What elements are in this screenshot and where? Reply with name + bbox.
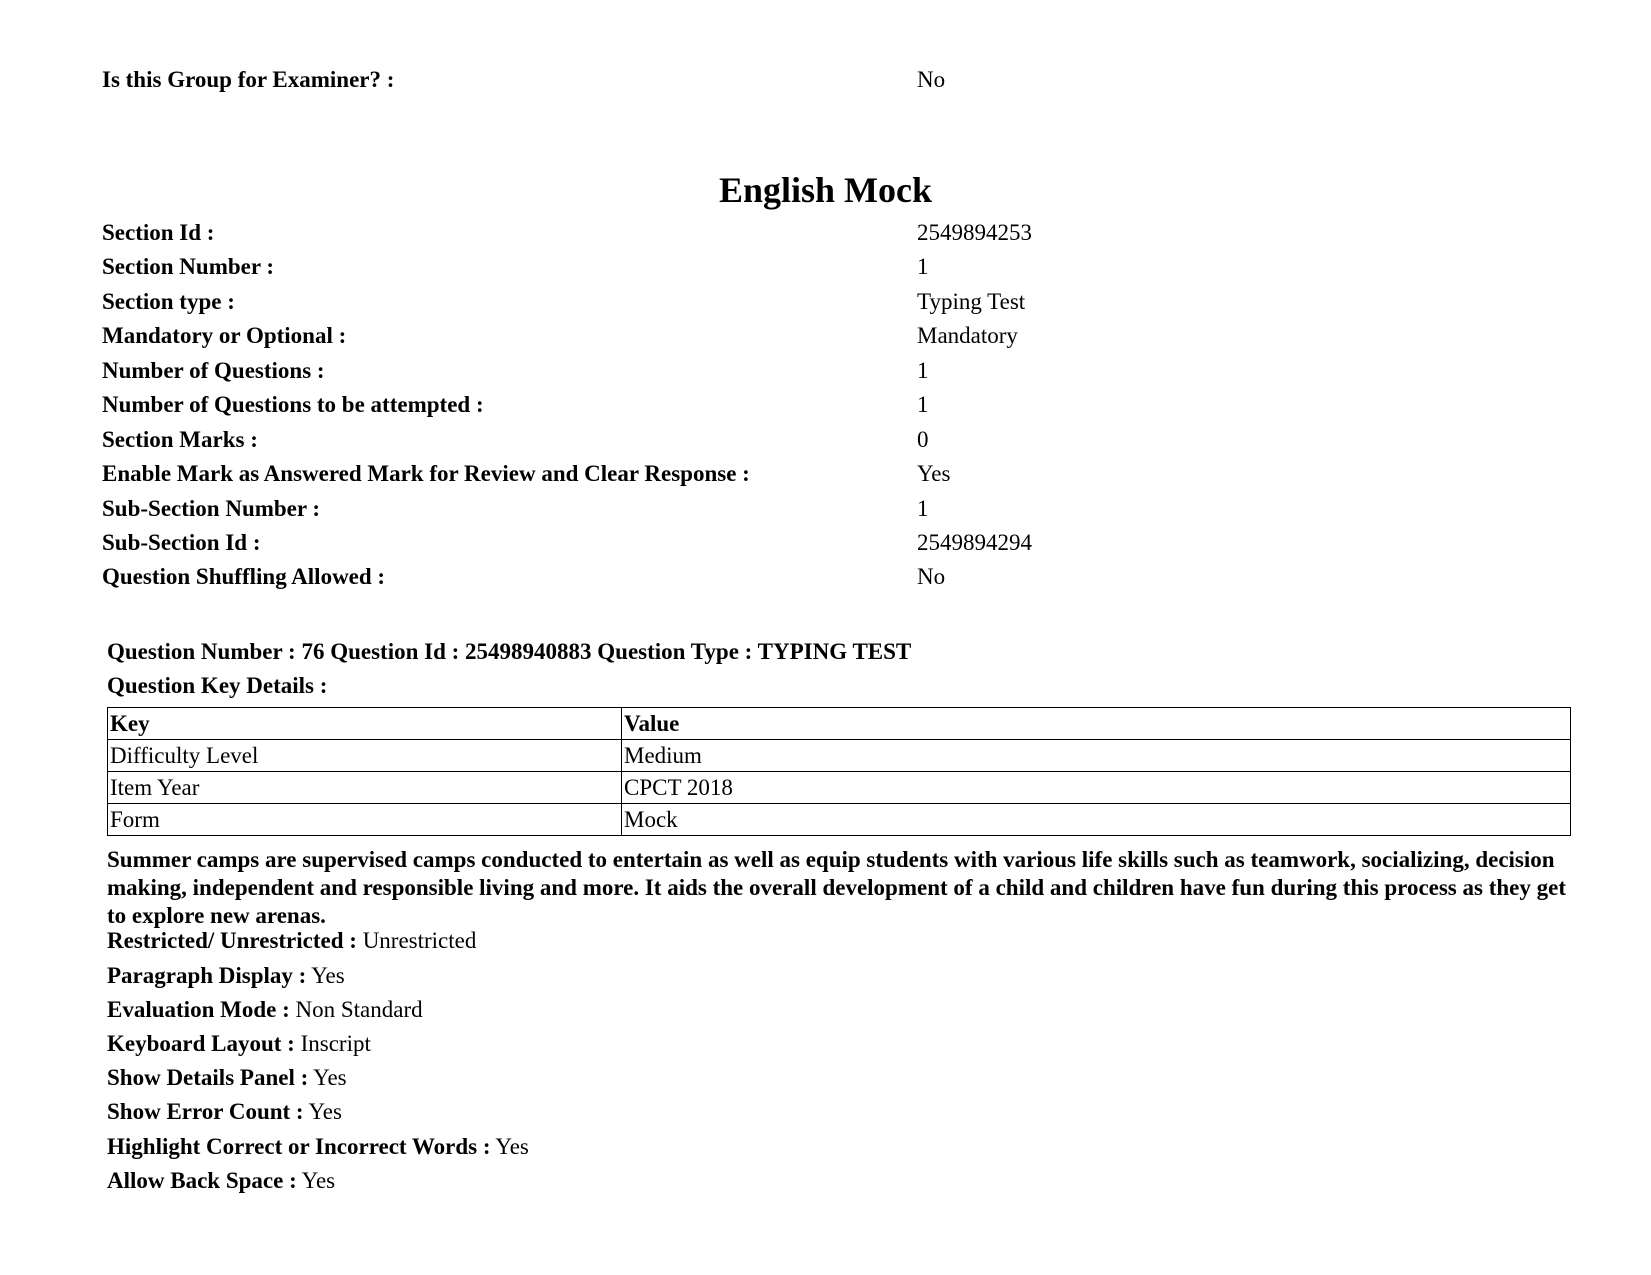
table-header-cell: Value bbox=[622, 708, 1571, 740]
property-label: Keyboard Layout : bbox=[107, 1031, 295, 1056]
section-field-value: 0 bbox=[917, 427, 929, 452]
section-field-value: No bbox=[917, 564, 946, 589]
table-header-cell: Key bbox=[108, 708, 622, 740]
group-examiner-value: No bbox=[917, 67, 946, 92]
property-label: Highlight Correct or Incorrect Words : bbox=[107, 1134, 491, 1159]
question-property-row bbox=[107, 994, 423, 1026]
section-field-row bbox=[102, 286, 1552, 318]
section-field-label: Section type : bbox=[102, 289, 235, 314]
question-key-table bbox=[107, 707, 1571, 836]
section-field-row bbox=[102, 458, 1552, 490]
section-field-row bbox=[102, 320, 1552, 352]
section-field-label: Enable Mark as Answered Mark for Review and Clear Response : bbox=[102, 461, 750, 486]
group-examiner-label: Is this Group for Examiner? : bbox=[102, 67, 395, 92]
question-key-details-label: Question Key Details : bbox=[107, 673, 328, 698]
section-field-row bbox=[102, 355, 1552, 387]
property-value: Yes bbox=[308, 1099, 342, 1124]
section-field-label: Sub-Section Number : bbox=[102, 496, 321, 521]
question-property-row bbox=[107, 925, 476, 957]
section-field-row bbox=[102, 561, 1552, 593]
property-label: Show Error Count : bbox=[107, 1099, 304, 1124]
section-field-row bbox=[102, 251, 1552, 283]
section-field-value: 1 bbox=[917, 254, 929, 279]
property-label: Paragraph Display : bbox=[107, 963, 307, 988]
table-header-row bbox=[108, 708, 1571, 740]
section-field-value: 2549894294 bbox=[917, 530, 1032, 555]
section-field-value: 1 bbox=[917, 496, 929, 521]
table-cell: Item Year bbox=[108, 772, 622, 804]
typing-passage: Summer camps are supervised camps conducted to entertain as well as equip students with various life skills such as teamwork, socializing, decision making, independent and responsible living and more. It aids the overall development of a child and children have fun during this process as they get to explore new arenas. bbox=[107, 847, 1566, 928]
section-field-value: Mandatory bbox=[917, 323, 1018, 348]
group-examiner-row bbox=[102, 64, 1552, 96]
section-field-row bbox=[102, 217, 1552, 249]
property-label: Allow Back Space : bbox=[107, 1168, 297, 1193]
property-label: Restricted/ Unrestricted : bbox=[107, 928, 357, 953]
section-field-label: Mandatory or Optional : bbox=[102, 323, 347, 348]
property-label: Show Details Panel : bbox=[107, 1065, 309, 1090]
table-cell: Form bbox=[108, 804, 622, 836]
section-field-value: 1 bbox=[917, 392, 929, 417]
property-value: Yes bbox=[313, 1065, 347, 1090]
question-header: Question Number : 76 Question Id : 25498940883 Question Type : TYPING TEST bbox=[107, 639, 912, 664]
question-property-row bbox=[107, 1028, 371, 1060]
section-field-label: Section Marks : bbox=[102, 427, 258, 452]
property-value: Inscript bbox=[300, 1031, 371, 1056]
property-value: Yes bbox=[311, 963, 345, 988]
section-field-value: 2549894253 bbox=[917, 220, 1032, 245]
property-value: Unrestricted bbox=[362, 928, 477, 953]
property-label: Evaluation Mode : bbox=[107, 997, 290, 1022]
section-field-row bbox=[102, 493, 1552, 525]
property-value: Yes bbox=[301, 1168, 336, 1193]
section-title: English Mock bbox=[718, 170, 933, 210]
table-cell: CPCT 2018 bbox=[622, 772, 1571, 804]
section-field-value: 1 bbox=[917, 358, 929, 383]
section-field-label: Sub-Section Id : bbox=[102, 530, 261, 555]
table-row bbox=[108, 772, 1571, 804]
table-row bbox=[108, 804, 1571, 836]
section-field-row bbox=[102, 527, 1552, 559]
question-property-row bbox=[107, 1131, 529, 1163]
table-cell: Medium bbox=[622, 740, 1571, 772]
property-value: Yes bbox=[495, 1134, 529, 1159]
table-cell: Difficulty Level bbox=[108, 740, 622, 772]
property-value: Non Standard bbox=[295, 997, 423, 1022]
section-field-row bbox=[102, 389, 1552, 421]
section-field-label: Section Number : bbox=[102, 254, 275, 279]
section-field-label: Question Shuffling Allowed : bbox=[102, 564, 386, 589]
section-field-label: Section Id : bbox=[102, 220, 215, 245]
question-property-row bbox=[107, 1062, 347, 1094]
section-field-value: Typing Test bbox=[917, 289, 1026, 314]
table-cell: Mock bbox=[622, 804, 1571, 836]
question-property-row bbox=[107, 1096, 342, 1128]
table-row bbox=[108, 740, 1571, 772]
section-field-label: Number of Questions to be attempted : bbox=[102, 392, 484, 417]
section-field-row bbox=[102, 424, 1552, 456]
section-field-value: Yes bbox=[917, 461, 951, 486]
question-property-row bbox=[107, 1165, 335, 1197]
question-property-row bbox=[107, 960, 345, 992]
section-field-label: Number of Questions : bbox=[102, 358, 325, 383]
